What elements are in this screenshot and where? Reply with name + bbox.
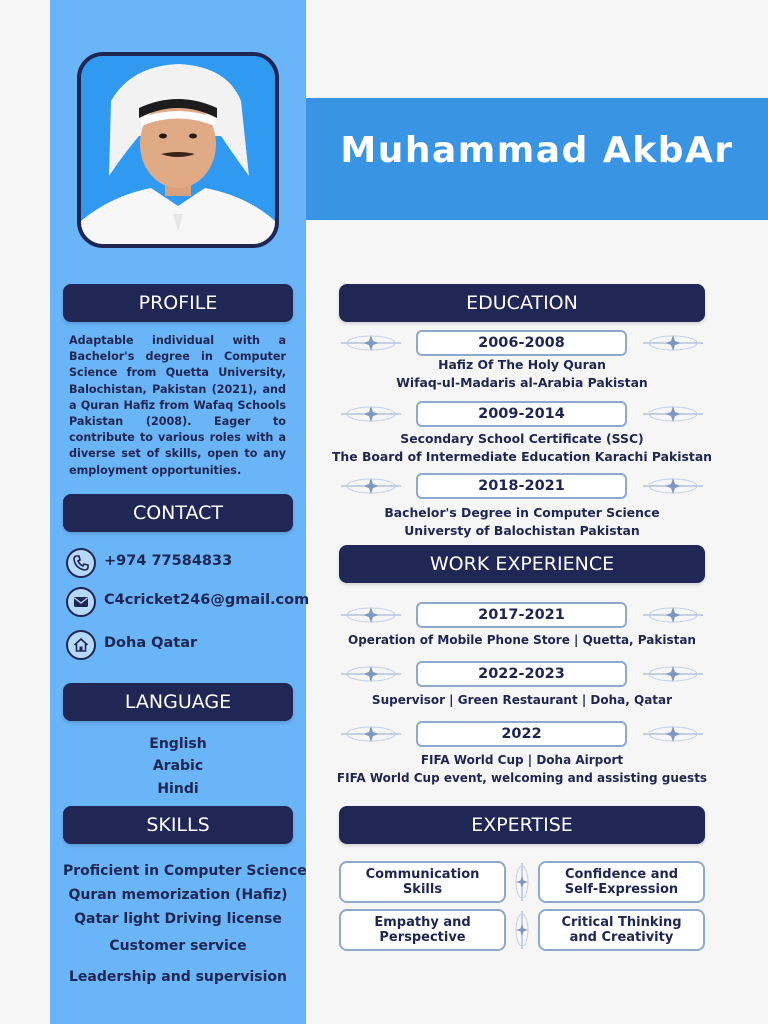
language-item: Arabic bbox=[152, 758, 204, 774]
sparkle-divider-icon bbox=[514, 909, 530, 951]
work-entry-line: Supervisor | Green Restaurant | Doha, Qatar bbox=[371, 693, 673, 707]
mail-icon bbox=[66, 587, 96, 617]
sparkle-divider-icon bbox=[339, 663, 403, 685]
phone-number[interactable]: +974 77584833 bbox=[104, 553, 233, 569]
year-badge: 2009-2014 bbox=[416, 401, 627, 427]
language-heading: LANGUAGE bbox=[63, 683, 293, 721]
expertise-item: Confidence and Self-Expression bbox=[538, 861, 705, 903]
education-year-row bbox=[339, 401, 705, 427]
contact-email bbox=[66, 587, 310, 617]
education-entry-line: The Board of Intermediate Education Karachi Pakistan bbox=[331, 449, 713, 464]
sparkle-divider-icon bbox=[641, 332, 705, 354]
contact-phone bbox=[66, 548, 296, 578]
education-entry-line: Hafiz Of The Holy Quran bbox=[438, 357, 606, 372]
skill-item: Quran memorization (Hafiz) bbox=[68, 887, 288, 903]
contact-location bbox=[66, 630, 296, 660]
education-entry-line: Secondary School Certificate (SSC) bbox=[400, 431, 644, 446]
education-entry-line: Universty of Balochistan Pakistan bbox=[404, 523, 640, 538]
skill-item: Proficient in Computer Science bbox=[63, 863, 307, 879]
year-badge: 2006-2008 bbox=[416, 330, 627, 356]
sparkle-divider-icon bbox=[339, 475, 403, 497]
sparkle-divider-icon bbox=[641, 403, 705, 425]
sparkle-divider-icon bbox=[339, 723, 403, 745]
location-text: Doha Qatar bbox=[104, 635, 198, 651]
sparkle-divider-icon bbox=[641, 663, 705, 685]
work-year-row bbox=[339, 602, 705, 628]
year-badge: 2022 bbox=[416, 721, 627, 747]
profile-photo bbox=[77, 52, 279, 248]
language-item: Hindi bbox=[157, 781, 199, 797]
year-badge: 2022-2023 bbox=[416, 661, 627, 687]
education-entry-line: Wifaq-ul-Madaris al-Arabia Pakistan bbox=[396, 375, 648, 390]
contact-heading: CONTACT bbox=[63, 494, 293, 532]
skill-item: Leadership and supervision bbox=[69, 969, 287, 985]
year-badge: 2018-2021 bbox=[416, 473, 627, 499]
skill-item: Customer service bbox=[109, 938, 247, 954]
profile-heading: PROFILE bbox=[63, 284, 293, 322]
sparkle-divider-icon bbox=[641, 723, 705, 745]
work-entry-line: FIFA World Cup | Doha Airport bbox=[420, 753, 624, 767]
sparkle-divider-icon bbox=[641, 475, 705, 497]
sparkle-divider-icon bbox=[339, 403, 403, 425]
expertise-item: Empathy and Perspective bbox=[339, 909, 506, 951]
home-icon bbox=[66, 630, 96, 660]
skill-item: Qatar light Driving license bbox=[74, 911, 282, 927]
sparkle-divider-icon bbox=[339, 332, 403, 354]
work-experience-heading: WORK EXPERIENCE bbox=[339, 545, 705, 583]
education-year-row bbox=[339, 330, 705, 356]
sparkle-divider-icon bbox=[641, 604, 705, 626]
expertise-item: Critical Thinking and Creativity bbox=[538, 909, 705, 951]
phone-icon bbox=[66, 548, 96, 578]
expertise-item: Communication Skills bbox=[339, 861, 506, 903]
sparkle-divider-icon bbox=[514, 861, 530, 903]
education-entry-line: Bachelor's Degree in Computer Science bbox=[384, 505, 660, 520]
education-heading: EDUCATION bbox=[339, 284, 705, 322]
skills-heading: SKILLS bbox=[63, 806, 293, 844]
work-year-row bbox=[339, 721, 705, 747]
work-year-row bbox=[339, 661, 705, 687]
full-name: Muhammad AkbAr bbox=[340, 130, 734, 171]
year-badge: 2017-2021 bbox=[416, 602, 627, 628]
language-item: English bbox=[149, 736, 207, 752]
sparkle-divider-icon bbox=[339, 604, 403, 626]
expertise-heading: EXPERTISE bbox=[339, 806, 705, 844]
profile-summary: Adaptable individual with a Bachelor's degree in Computer Science from Quetta University, Balochistan, Pakistan (2021), and a Quran Hafiz from Wafaq Schools Pakistan (2008). Eager to contribute to various roles with a diverse set of skills, open to any employment opportunities. bbox=[69, 334, 286, 477]
work-entry-line: FIFA World Cup event, welcoming and assisting guests bbox=[336, 771, 708, 785]
education-year-row bbox=[339, 473, 705, 499]
work-entry-line: Operation of Mobile Phone Store | Quetta, Pakistan bbox=[348, 633, 696, 647]
email-address[interactable]: C4cricket246@gmail.com bbox=[104, 592, 310, 608]
